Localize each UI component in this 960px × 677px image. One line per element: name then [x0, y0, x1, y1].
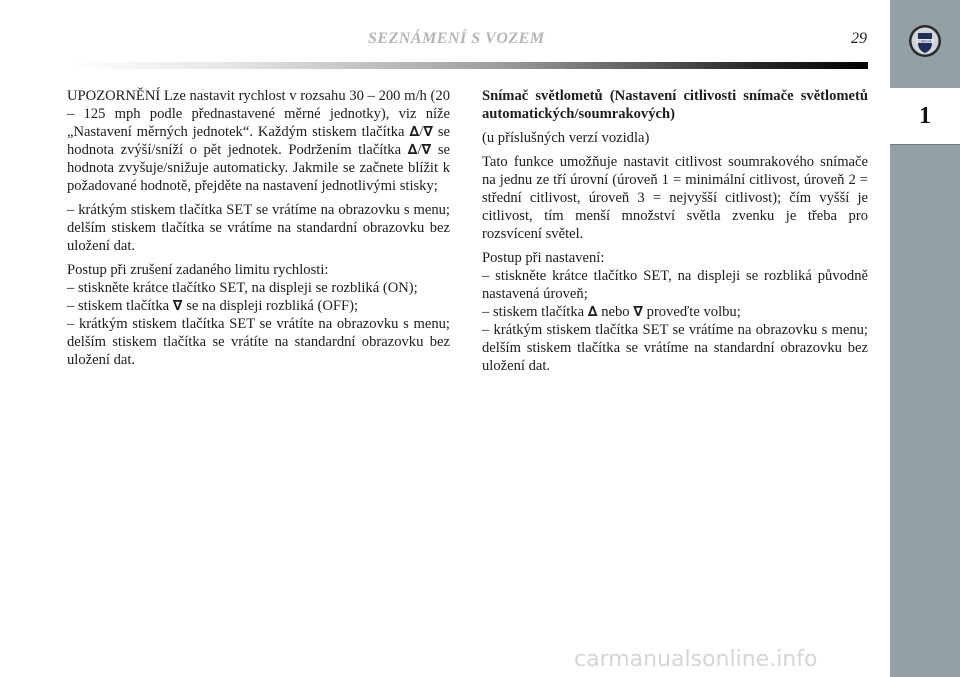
section-heading: Snímač světlometů (Nastavení citlivosti snímače světlometů automatických/soumrakových) — [482, 88, 868, 122]
arrow-down-icon: ∇ — [172, 298, 183, 314]
arrow-down-icon: ∇ — [423, 124, 433, 140]
list-item: – stiskem tlačítka ∆ nebo ∇ proveďte volbu; — [482, 304, 741, 320]
arrow-down-icon: ∇ — [421, 142, 432, 158]
arrow-up-icon: ∆ — [409, 124, 420, 140]
arrow-up-icon: ∆ — [587, 304, 598, 320]
body-paragraph: Postup při zrušení zadaného limitu rychlosti: — [67, 262, 329, 278]
body-paragraph: – krátkým stiskem tlačítka SET se vrátíme na obrazovku s menu; delším stiskem tlačítka se vrátíme na standardní obrazovku bez uložení dat. — [67, 202, 450, 254]
section-subheading: (u příslušných verzí vozidla) — [482, 130, 650, 146]
list-item: – krátkým stiskem tlačítka SET se vrátíte na obrazovku s menu; delším stiskem tlačítka se vrátíte na standardní obrazovku bez uložení dat. — [67, 316, 450, 368]
list-item: – stiskněte krátce tlačítko SET, na displeji se rozbliká původně nastavená úroveň; — [482, 268, 868, 302]
body-paragraph: Tato funkce umožňuje nastavit citlivost soumrakového snímače na jednu ze tří úrovní (úroveň 1 = minimální citlivost, úroveň 2 = střední citlivost, úroveň 3 = nejvyšší citlivost); čím vyšší je citlivost, tím menší množství světla zvenku je třeba pro rozsvícení světel. — [482, 154, 868, 242]
arrow-down-icon: ∇ — [633, 304, 643, 320]
page-header-title: SEZNÁMENÍ S VOZEM — [368, 30, 545, 47]
chapter-number: 1 — [919, 102, 931, 129]
watermark: carmanualsonline.info — [574, 647, 818, 672]
chapter-tab[interactable] — [890, 88, 960, 145]
body-paragraph: Postup při nastavení: — [482, 250, 605, 266]
left-column — [67, 87, 450, 375]
right-column — [482, 87, 868, 381]
list-item: – stiskem tlačítka ∇ se na displeji rozbliká (OFF); — [67, 298, 359, 314]
warning-paragraph: UPOZORNĚNÍ Lze nastavit rychlost v rozsahu 30 – 200 m/h (20 – 125 mph podle přednastavené měrné jednotky), viz níže „Nastavení měrných jednotek“. Každým stiskem tlačítka ∆/∇ se hodnota zvýší/sníží o pět jednotek. Podržením tlačítka ∆/∇ se hodnota zvyšuje/snižuje automaticky. Jakmile se začnete blížit k požadované hodnotě, přejděte na nastavení jednotlivými stisky; — [67, 88, 450, 194]
lancia-shield-icon — [908, 24, 942, 58]
list-item: – krátkým stiskem tlačítka SET se vrátíme na obrazovku s menu; delším stiskem tlačítka se vrátíme na standardní obrazovku bez uložení dat. — [482, 322, 868, 374]
warning-label: UPOZORNĚNÍ — [67, 88, 161, 104]
logo-text: LANCIA — [918, 39, 932, 44]
arrow-up-icon: ∆ — [407, 142, 418, 158]
page-number: 29 — [851, 30, 867, 47]
list-item: – stiskněte krátce tlačítko SET, na displeji se rozbliká (ON); — [67, 280, 418, 296]
header-rule — [70, 62, 868, 69]
